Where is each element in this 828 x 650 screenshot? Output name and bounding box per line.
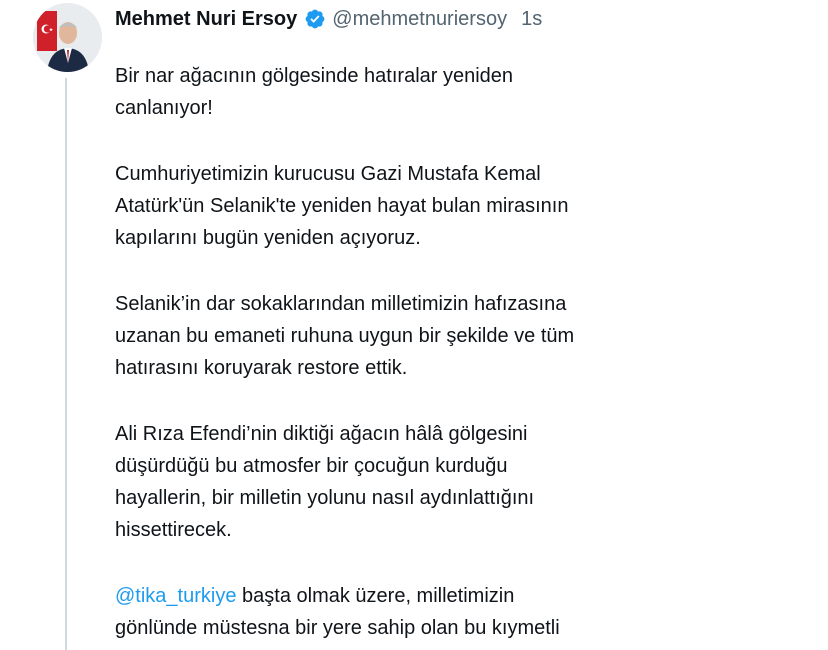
avatar-image xyxy=(33,3,102,72)
thread-connector-line xyxy=(65,78,67,650)
tweet-header xyxy=(115,6,542,32)
verified-badge-icon xyxy=(304,8,326,30)
author-display-name[interactable]: Mehmet Nuri Ersoy xyxy=(115,7,298,30)
mention-link[interactable]: @tika_turkiye xyxy=(115,585,237,607)
tweet-text xyxy=(115,60,675,650)
tweet-paragraph: Selanik’in dar sokaklarından milletimizin hafızasına uzanan bu emaneti ruhuna uygun bir şekilde ve tüm hatırasını koruyarak restore ettik. xyxy=(115,293,575,379)
mention-trailing-text: başta olmak üzere, milletimizin gönlünde müstesna bir yere sahip olan bu kıymetli xyxy=(115,585,560,639)
author-handle[interactable]: @mehmetnuriersoy xyxy=(332,7,508,30)
tweet-paragraph: Cumhuriyetimizin kurucusu Gazi Mustafa Kemal Atatürk'ün Selanik'te yeniden hayat bulan mirasının kapılarını bugün yeniden açıyoruz. xyxy=(115,163,569,249)
tweet-paragraph: Ali Rıza Efendi’nin diktiği ağacın hâlâ gölgesini düşürdüğü bu atmosfer bir çocuğun kurduğu hayallerin, bir milletin yolunu nasıl aydınlattığını hissettirecek. xyxy=(115,423,535,541)
tweet-paragraph-last xyxy=(115,580,675,644)
tweet-paragraph: Bir nar ağacının gölgesinde hatıralar yeniden canlanıyor! xyxy=(115,65,514,119)
tweet-timestamp[interactable]: 1s xyxy=(521,7,543,30)
profile-avatar[interactable] xyxy=(33,3,102,72)
